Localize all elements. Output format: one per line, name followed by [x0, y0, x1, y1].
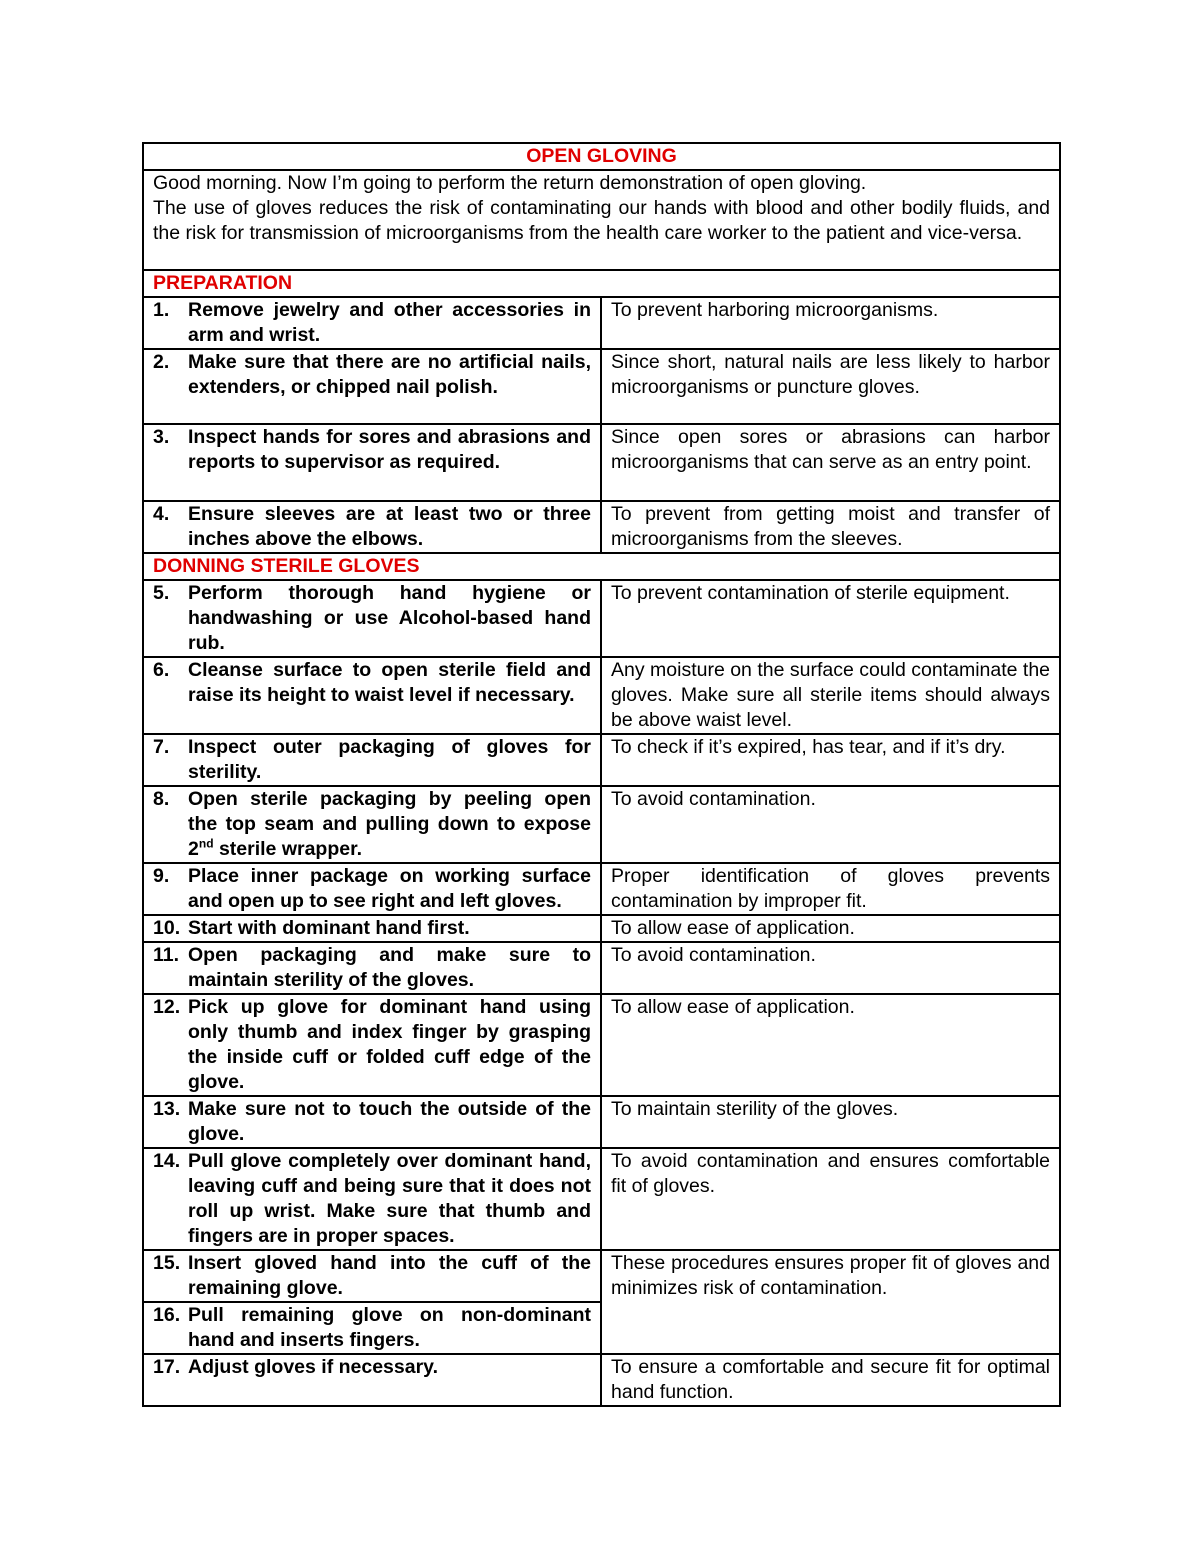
table-row	[143, 1148, 1060, 1250]
step-cell	[143, 297, 601, 349]
step-cell	[143, 863, 601, 915]
intro-purpose: The use of gloves reduces the risk of contaminating our hands with blood and other bodily fluids, and the risk for transmission of microorganisms from the health care worker to the patient and vice-versa.	[153, 197, 1051, 244]
step-text: Perform thorough hand hygiene or handwashing or use Alcohol-based hand rub.	[188, 582, 591, 654]
step-text: Make sure not to touch the outside of the glove.	[188, 1098, 591, 1145]
reason-cell: Since short, natural nails are less likely to harbor microorganisms or puncture gloves.	[601, 349, 1060, 424]
step-number: 1.	[153, 299, 170, 321]
step-text: Start with dominant hand first.	[188, 917, 470, 939]
step-number: 12.	[153, 996, 181, 1018]
table-row	[143, 942, 1060, 994]
step-text: Pick up glove for dominant hand using only thumb and index finger by grasping the inside cuff or folded cuff edge of the glove.	[188, 996, 591, 1093]
step-cell	[143, 994, 601, 1096]
table-row	[143, 1354, 1060, 1406]
step-number: 9.	[153, 865, 170, 887]
table-row	[143, 297, 1060, 349]
table-row	[143, 1250, 1060, 1302]
table-row	[143, 994, 1060, 1096]
step-number: 17.	[153, 1356, 181, 1378]
step-number: 16.	[153, 1304, 181, 1326]
reason-cell: To prevent harboring microorganisms.	[601, 297, 1060, 349]
section-row	[143, 270, 1060, 297]
step-text: Place inner package on working surface and open up to see right and left gloves.	[188, 865, 591, 912]
step-cell	[143, 1096, 601, 1148]
step-text: Pull remaining glove on non-dominant hand and inserts fingers.	[188, 1304, 591, 1351]
step-number: 13.	[153, 1098, 181, 1120]
reason-cell: To prevent from getting moist and transfer of microorganisms from the sleeves.	[601, 501, 1060, 553]
intro-greeting: Good morning. Now I’m going to perform the return demonstration of open gloving.	[153, 172, 867, 194]
step-cell	[143, 1354, 601, 1406]
title-row	[143, 143, 1060, 170]
step-number: 8.	[153, 788, 170, 810]
intro-row	[143, 170, 1060, 270]
step-text	[188, 787, 591, 862]
table-row	[143, 786, 1060, 863]
step-cell	[143, 942, 601, 994]
reason-cell: To allow ease of application.	[601, 915, 1060, 942]
step-text: Adjust gloves if necessary.	[188, 1356, 438, 1378]
step-cell	[143, 915, 601, 942]
reason-cell: To allow ease of application.	[601, 994, 1060, 1096]
step-text: Remove jewelry and other accessories in arm and wrist.	[188, 299, 591, 346]
step-text: Inspect hands for sores and abrasions and reports to supervisor as required.	[188, 426, 591, 473]
step-cell	[143, 580, 601, 657]
step-text: Insert gloved hand into the cuff of the remaining glove.	[188, 1252, 591, 1299]
step-text-part: sterile wrapper.	[213, 838, 363, 860]
document-sheet	[142, 142, 1059, 1407]
page-title: OPEN GLOVING	[143, 143, 1060, 170]
reason-cell: To avoid contamination.	[601, 786, 1060, 863]
reason-cell: Proper identification of gloves prevents contamination by improper fit.	[601, 863, 1060, 915]
reason-cell: To prevent contamination of sterile equipment.	[601, 580, 1060, 657]
reason-cell: Any moisture on the surface could contaminate the gloves. Make sure all sterile items should always be above waist level.	[601, 657, 1060, 734]
table-row	[143, 349, 1060, 424]
step-number: 2.	[153, 351, 170, 373]
step-number: 11.	[153, 944, 180, 966]
step-cell	[143, 1250, 601, 1302]
table-row	[143, 424, 1060, 501]
table-row	[143, 734, 1060, 786]
step-number: 6.	[153, 659, 170, 681]
step-number: 4.	[153, 503, 170, 525]
reason-cell: To check if it’s expired, has tear, and if it’s dry.	[601, 734, 1060, 786]
step-number: 7.	[153, 736, 170, 758]
step-cell	[143, 349, 601, 424]
step-number: 10.	[153, 917, 181, 939]
step-cell	[143, 501, 601, 553]
ordinal-suffix: nd	[198, 836, 214, 851]
procedure-table	[142, 142, 1061, 1407]
table-row	[143, 580, 1060, 657]
section-donning: DONNING STERILE GLOVES	[143, 553, 1060, 580]
section-preparation: PREPARATION	[143, 270, 1060, 297]
reason-cell: To avoid contamination.	[601, 942, 1060, 994]
table-row	[143, 1096, 1060, 1148]
step-text: Ensure sleeves are at least two or three inches above the elbows.	[188, 503, 591, 550]
reason-cell: Since open sores or abrasions can harbor microorganisms that can serve as an entry point.	[601, 424, 1060, 501]
intro-cell	[143, 170, 1060, 270]
step-text: Inspect outer packaging of gloves for sterility.	[188, 736, 591, 783]
reason-cell: These procedures ensures proper fit of gloves and minimizes risk of contamination.	[601, 1250, 1060, 1354]
table-row	[143, 863, 1060, 915]
step-cell	[143, 1148, 601, 1250]
step-text: Open packaging and make sure to maintain sterility of the gloves.	[188, 944, 591, 991]
step-cell	[143, 734, 601, 786]
step-text-part: Open sterile packaging by peeling open the top seam and pulling down to expose 2	[188, 788, 591, 860]
table-row	[143, 657, 1060, 734]
reason-cell: To maintain sterility of the gloves.	[601, 1096, 1060, 1148]
step-cell	[143, 786, 601, 863]
step-cell	[143, 1302, 601, 1354]
step-text: Make sure that there are no artificial nails, extenders, or chipped nail polish.	[188, 351, 591, 398]
step-text: Cleanse surface to open sterile field and raise its height to waist level if necessary.	[188, 659, 591, 706]
step-number: 14.	[153, 1150, 181, 1172]
step-cell	[143, 657, 601, 734]
reason-cell: To ensure a comfortable and secure fit for optimal hand function.	[601, 1354, 1060, 1406]
step-number: 15.	[153, 1252, 181, 1274]
section-row	[143, 553, 1060, 580]
reason-cell: To avoid contamination and ensures comfortable fit of gloves.	[601, 1148, 1060, 1250]
step-cell	[143, 424, 601, 501]
step-number: 5.	[153, 582, 170, 604]
step-text: Pull glove completely over dominant hand, leaving cuff and being sure that it does not roll up wrist. Make sure that thumb and fingers are in proper spaces.	[188, 1150, 591, 1247]
table-row	[143, 501, 1060, 553]
table-row	[143, 915, 1060, 942]
step-number: 3.	[153, 426, 170, 448]
